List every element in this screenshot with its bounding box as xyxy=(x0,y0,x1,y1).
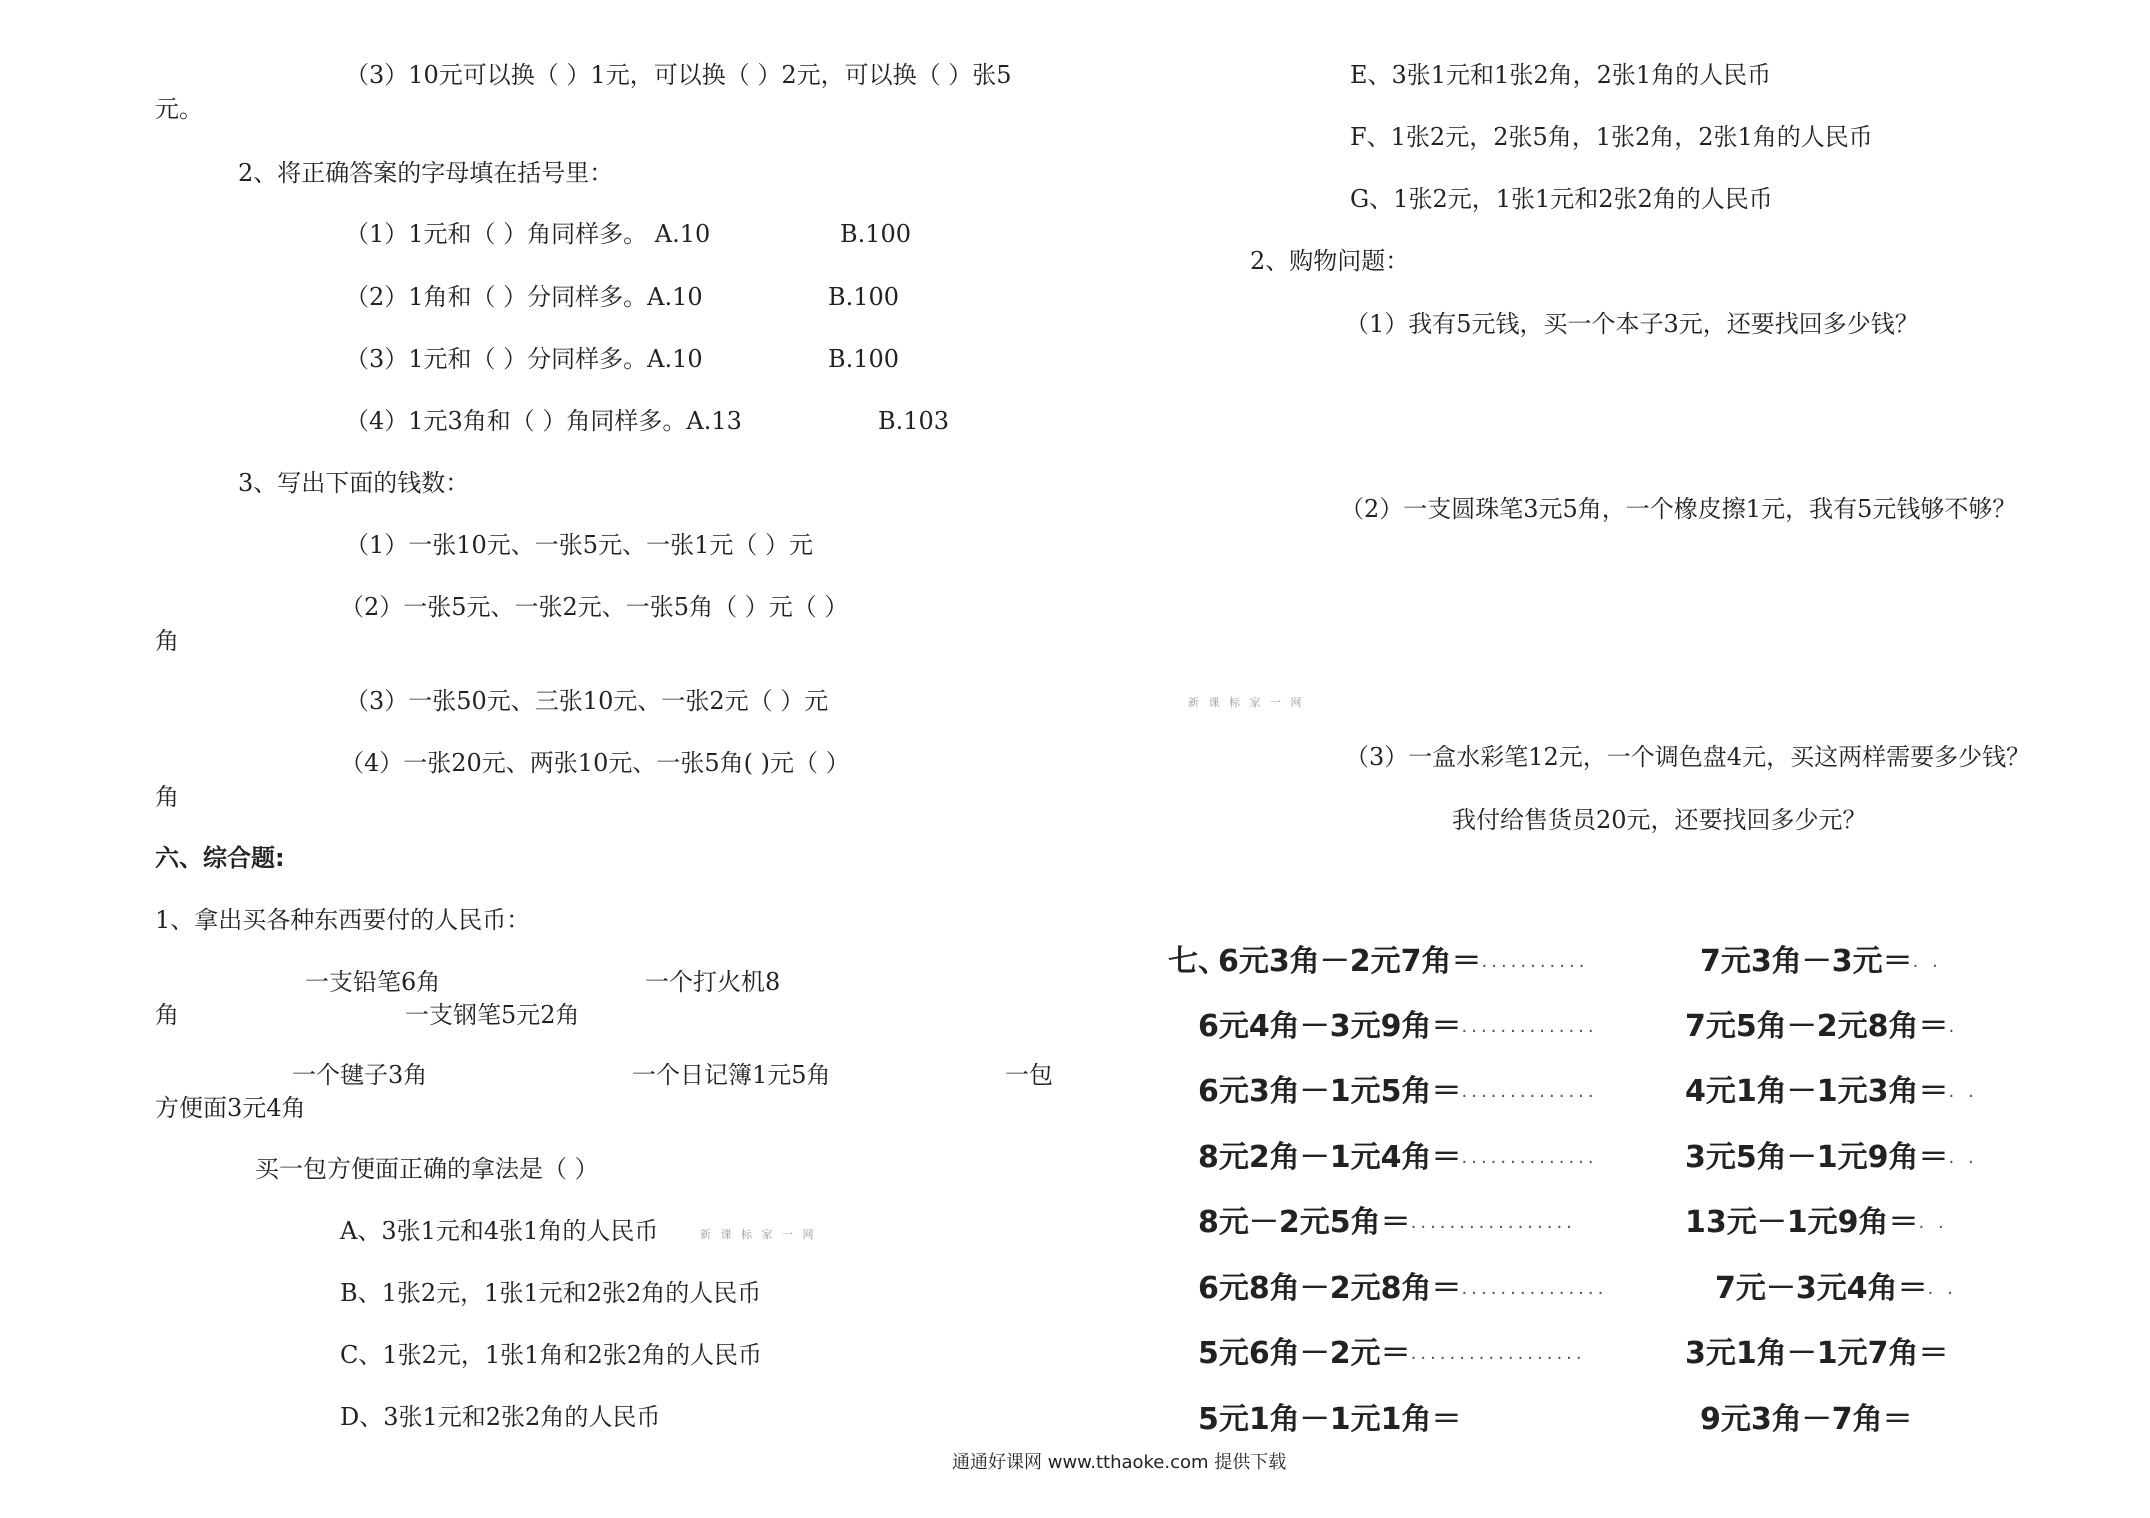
option-f: F、1张2元，2张5角，1张2角，2张1角的人民币 xyxy=(1350,123,1873,151)
item-lighter-cont: 角 xyxy=(155,1001,179,1029)
item-pencil: 一支铅笔6角 xyxy=(305,968,441,996)
answer-blank: ........... xyxy=(1481,951,1589,972)
calc-3-right: 4元1角－1元3角＝. . xyxy=(1685,1074,1978,1109)
calc-7-left: 5元6角－2元＝.................. xyxy=(1198,1336,1586,1371)
item-noodle-cont: 方便面3元4角 xyxy=(155,1094,306,1122)
calc-5-right: 13元－1元9角＝. . xyxy=(1685,1205,1948,1240)
calc-2-left: 6元4角－3元9角＝.............. xyxy=(1198,1009,1598,1044)
option-a: A、3张1元和4张1角的人民币 xyxy=(340,1217,659,1245)
section-7-label: 七、 xyxy=(1168,944,1228,979)
q3-1: （1）一张10元、一张5元、一张1元（ ）元 xyxy=(345,531,813,559)
q3-2: （2）一张5元、一张2元、一张5角（ ）元（ ） xyxy=(340,593,849,621)
calc-5-left: 8元－2元5角＝................. xyxy=(1198,1205,1576,1240)
q2-3: （3）1元和（ ）分同样多。A.10 xyxy=(345,345,703,373)
answer-blank: . xyxy=(1948,1016,1959,1037)
q1-3-text: （3）10元可以换（ ）1元，可以换（ ）2元，可以换（ ）张5 xyxy=(345,61,1012,89)
q2-1-optB: B.100 xyxy=(840,220,912,248)
shopping-p3: （3）一盒水彩笔12元，一个调色盘4元，买这两样需要多少钱？ xyxy=(1345,743,2031,771)
calc-4-left: 8元2角－1元4角＝.............. xyxy=(1198,1140,1598,1175)
item-shuttlecock: 一个毽子3角 xyxy=(292,1061,428,1089)
q3-2-cont: 角 xyxy=(155,627,179,655)
q1-3-text-cont: 元。 xyxy=(155,95,203,123)
section-6-title: 六、综合题: xyxy=(155,844,285,872)
option-d: D、3张1元和2张2角的人民币 xyxy=(340,1403,661,1431)
q3-3: （3）一张50元、三张10元、一张2元（ ）元 xyxy=(345,687,829,715)
option-g: G、1张2元，1张1元和2张2角的人民币 xyxy=(1350,185,1773,213)
calc-4-right: 3元5角－1元9角＝. . xyxy=(1685,1140,1978,1175)
shopping-p2: （2）一支圆珠笔3元5角，一个橡皮擦1元，我有5元钱够不够？ xyxy=(1340,495,2017,523)
q3-4: （4）一张20元、两张10元、一张5角( )元（ ） xyxy=(340,749,850,777)
footer-credit: 通通好课网 www.tthaoke.com 提供下载 xyxy=(952,1452,1287,1473)
q2-1: （1）1元和（ ）角同样多。 A.10 xyxy=(345,220,711,248)
q2-heading: 2、将正确答案的字母填在括号里： xyxy=(238,159,614,187)
q2-3-optB: B.100 xyxy=(828,345,900,373)
answer-blank: . . xyxy=(1918,1212,1948,1233)
q2-2-optB: B.100 xyxy=(828,283,900,311)
item-diary: 一个日记簿1元5角 xyxy=(632,1061,831,1089)
calc-2-right: 7元5角－2元8角＝. xyxy=(1685,1009,1959,1044)
calc-7-right: 3元1角－1元7角＝ xyxy=(1685,1336,1949,1371)
s6-q1: 1、拿出买各种东西要付的人民币： xyxy=(155,906,531,934)
answer-blank: . . xyxy=(1912,951,1942,972)
q2-4: （4）1元3角和（ ）角同样多。A.13 xyxy=(345,407,742,435)
calc-1-right: 7元3角－3元＝. . xyxy=(1700,944,1942,979)
shopping-heading: 2、购物问题： xyxy=(1250,247,1410,275)
calc-1-left: 6元3角－2元7角＝........... xyxy=(1218,944,1589,979)
answer-blank: .............. xyxy=(1461,1147,1598,1168)
watermark-2: 新 课 标 家 一 网 xyxy=(1188,696,1305,709)
q2-2: （2）1角和（ ）分同样多。A.10 xyxy=(345,283,703,311)
q3-heading: 3、写出下面的钱数： xyxy=(238,469,470,497)
answer-blank: .............. xyxy=(1461,1081,1598,1102)
q2-4-optB: B.103 xyxy=(878,407,950,435)
option-c: C、1张2元，1张1角和2张2角的人民币 xyxy=(340,1341,762,1369)
item-noodle: 一包 xyxy=(1005,1061,1053,1089)
answer-blank: . . xyxy=(1927,1278,1957,1299)
calc-8-left: 5元1角－1元1角＝ xyxy=(1198,1402,1462,1437)
answer-blank: . . xyxy=(1948,1081,1978,1102)
answer-blank: . . xyxy=(1948,1147,1978,1168)
option-b: B、1张2元，1张1元和2张2角的人民币 xyxy=(340,1279,762,1307)
item-pen: 一支钢笔5元2角 xyxy=(405,1001,580,1029)
calc-8-right: 9元3角－7角＝ xyxy=(1700,1402,1913,1437)
calc-6-left: 6元8角－2元8角＝............... xyxy=(1198,1271,1608,1306)
item-lighter: 一个打火机8 xyxy=(645,968,781,996)
shopping-p1: （1）我有5元钱，买一个本子3元，还要找回多少钱？ xyxy=(1345,310,1919,338)
calc-3-left: 6元3角－1元5角＝.............. xyxy=(1198,1074,1598,1109)
option-e: E、3张1元和1张2角，2张1角的人民币 xyxy=(1350,61,1772,89)
calc-6-right: 7元－3元4角＝. . xyxy=(1715,1271,1957,1306)
watermark: 新 课 标 家 一 网 xyxy=(700,1228,817,1241)
answer-blank: .................. xyxy=(1410,1343,1586,1364)
q3-4-cont: 角 xyxy=(155,783,179,811)
shopping-p3-cont: 我付给售货员20元，还要找回多少元？ xyxy=(1452,806,1867,834)
answer-blank: ............... xyxy=(1461,1278,1608,1299)
answer-blank: .............. xyxy=(1461,1016,1598,1037)
buy-noodle-question: 买一包方便面正确的拿法是（ ） xyxy=(255,1155,599,1183)
answer-blank: ................. xyxy=(1410,1212,1576,1233)
